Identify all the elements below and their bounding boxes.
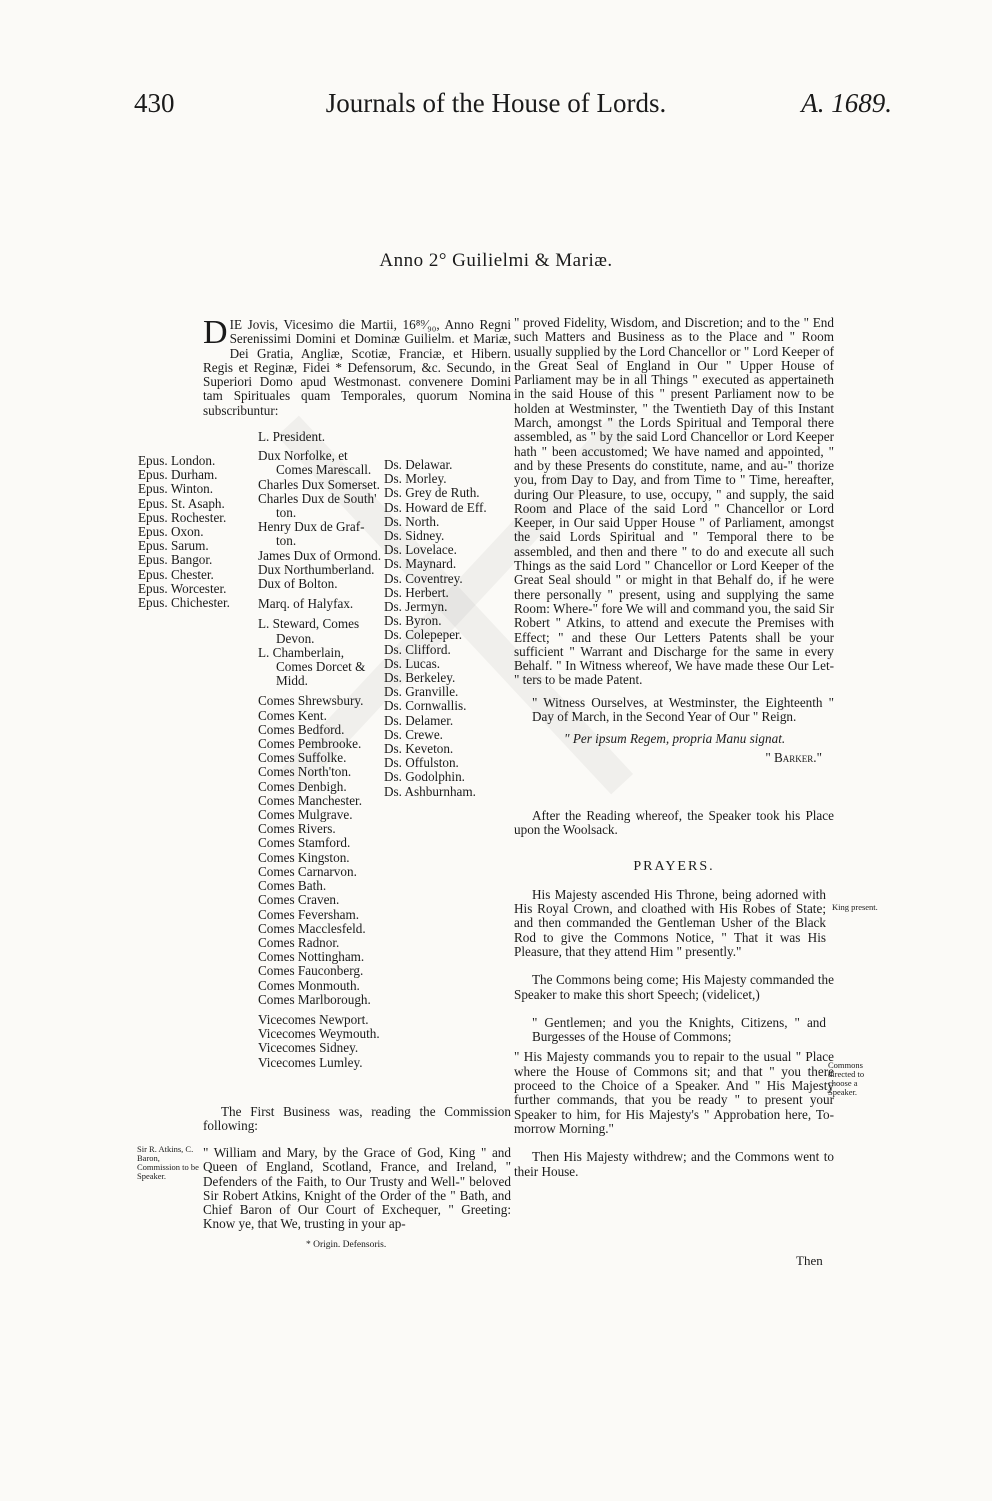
earl-entry: Comes Craven. [258, 892, 340, 908]
baron-entry: Ds. Byron. [384, 613, 442, 629]
earl-entry: Comes Marlborough. [258, 991, 371, 1007]
withdrew-paragraph: Then His Majesty withdrew; and the Commons went to their House. [514, 1149, 834, 1179]
margin-note-atkins: Sir R. Atkins, C. Baron, Commission to be Speaker. [137, 1144, 199, 1181]
baron-entry: Ds. Cornwallis. [384, 698, 467, 714]
lord-entry: Charles Dux de South' [258, 490, 377, 506]
lord-entry: Midd. [276, 673, 308, 689]
earl-entry: Comes Kingston. [258, 849, 350, 865]
barker-signature: " Barker." [765, 749, 822, 765]
bishop-entry: Epus. Winton. [138, 481, 214, 497]
bishop-entry: Epus. Worcester. [138, 580, 227, 596]
baron-entry: Ds. Colepeper. [384, 627, 463, 643]
earl-entry: Comes Kent. [258, 707, 327, 723]
baron-entry: Ds. Godolphin. [384, 769, 465, 785]
barons-list [384, 458, 487, 799]
bishop-entry: Epus. Oxon. [138, 524, 204, 540]
lord-entry: Dux Northumberland. [258, 561, 375, 577]
page-number: 430 [134, 88, 175, 118]
bishop-entry: Epus. Durham. [138, 467, 218, 483]
lord-entry: ton. [276, 533, 297, 549]
lord-entry: Dux Norfolke, et [258, 448, 348, 464]
earl-entry: Comes Rivers. [258, 821, 336, 837]
baron-entry: Ds. Offulston. [384, 755, 459, 771]
baron-entry: Ds. Lucas. [384, 655, 441, 671]
baron-entry: Ds. Delamer. [384, 712, 454, 728]
earl-entry: Comes Macclesfeld. [258, 920, 366, 936]
lord-entry: James Dux of Ormond. [258, 547, 382, 563]
journal-year: A. 1689. [801, 88, 892, 118]
witness-clause: " Witness Ourselves, at Westminster, the Eighteenth " Day of March, in the Second Year of Our " Reign. [532, 694, 834, 725]
commission-start [203, 1146, 511, 1232]
commission-start-text: " William and Mary, by the Grace of God, King " and Queen of England, Scotland, France, and Ireland, " Defenders of the Faith, to Our Trusty and Well-" beloved Sir Robert Atkins, Knight of the Order of the " Bath, and Chief Baron of Our Court of Exchequer, " Greeting: Know ye, that We, trusting in your ap- [203, 1145, 511, 1232]
bishops-list [138, 454, 230, 610]
baron-entry: Ds. Morley. [384, 471, 447, 487]
lord-entry: L. Steward, Comes [258, 616, 360, 632]
first-business [203, 1105, 511, 1134]
earl-entry: Comes Monmouth. [258, 977, 360, 993]
lord-entry: Dux of Bolton. [258, 576, 338, 592]
earl-entry: Comes Pembrooke. [258, 736, 362, 752]
lord-entry: Comes Dorcet & [276, 659, 366, 675]
baron-entry: Ds. Keveton. [384, 741, 454, 757]
viscount-entry: Vicecomes Sidney. [258, 1040, 359, 1056]
bishop-entry: Epus. Sarum. [138, 538, 209, 554]
gentlemen-address: " Gentlemen; and you the Knights, Citizens, " and Burgesses of the House of Commons; [532, 1014, 826, 1045]
lord-entry: Comes Marescall. [276, 462, 372, 478]
earl-entry: Comes Denbigh. [258, 778, 347, 794]
earl-entry: Comes Bedford. [258, 721, 345, 737]
baron-entry: Ds. Coventrey. [384, 570, 463, 586]
baron-entry: Ds. Sidney. [384, 528, 445, 544]
per-ipsum: " Per ipsum Regem, propria Manu signat. [564, 731, 786, 747]
viscount-entry: Vicecomes Weymouth. [258, 1026, 380, 1042]
bishop-entry: Epus. Chichester. [138, 595, 230, 611]
first-business-text: The First Business was, reading the Commission following: [203, 1104, 511, 1134]
baron-entry: Ds. Granville. [384, 684, 459, 700]
baron-entry: Ds. Jermyn. [384, 599, 448, 615]
baron-entry: Ds. North. [384, 513, 440, 529]
viscount-entry: Vicecomes Lumley. [258, 1054, 363, 1070]
speech-text: " His Majesty commands you to repair to the usual " Place where the House of Commons sit; and that " you there proceed to the Choice of a Speaker. And " His Majesty further commands, that you be ready " to present your Speaker to him, for His Majesty's " Approbation here, To-morrow Morning." [514, 1049, 834, 1136]
earl-entry: Comes North'ton. [258, 764, 352, 780]
earl-entry: Comes Mulgrave. [258, 807, 353, 823]
baron-entry: Ds. Berkeley. [384, 670, 456, 686]
earl-entry: Comes Manchester. [258, 792, 363, 808]
lords-temporal-list [258, 430, 388, 1070]
baron-entry: Ds. Lovelace. [384, 542, 457, 558]
intro-text: IE Jovis, Vicesimo die Martii, 16⁸⁹⁄₉₀, Anno Regni Serenissimi Domini et Dominæ Guilielm. et Mariæ, Dei Gratia, Angliæ, Scotiæ, Franciæ, et Hibern. Regis et Reginæ, Fidei * Defensorum, &c. Secundo, in Superiori Domo apud Westmonast. convenere Domini tam Spirituales quam Temporales, quorum Nomina subscribuntur: [203, 317, 511, 418]
intro-paragraph [203, 314, 511, 418]
baron-entry: Ds. Maynard. [384, 556, 457, 572]
after-reading: After the Reading whereof, the Speaker took his Place upon the Woolsack. [514, 807, 834, 838]
bishop-entry: Epus. Rochester. [138, 509, 227, 525]
baron-entry: Ds. Clifford. [384, 641, 451, 657]
baron-entry: Ds. Ashburnham. [384, 783, 476, 799]
viscount-entry: Vicecomes Newport. [258, 1011, 369, 1027]
anno-heading: Anno 2° Guilielmi & Mariæ. [379, 250, 613, 271]
prayers-heading: PRAYERS. [633, 858, 715, 874]
earl-entry: Comes Feversham. [258, 906, 360, 922]
lord-president: L. President. [258, 429, 326, 444]
earl-entry: Comes Carnarvon. [258, 863, 357, 879]
baron-entry: Ds. Herbert. [384, 584, 449, 600]
margin-note-commons: Commons directed to choose a Speaker. [828, 1060, 865, 1097]
lord-entry: Devon. [276, 630, 315, 646]
lord-entry: Henry Dux de Graf- [258, 519, 365, 535]
running-head [0, 88, 992, 128]
baron-entry: Ds. Howard de Eff. [384, 499, 487, 515]
earl-entry: Comes Suffolke. [258, 750, 347, 766]
bishop-entry: Epus. Chester. [138, 566, 214, 582]
lord-entry: Charles Dux Somerset. [258, 476, 380, 492]
bishop-entry: Epus. St. Asaph. [138, 495, 225, 511]
lord-entry: ton. [276, 505, 297, 521]
lord-entry: L. Chamberlain, [258, 644, 345, 660]
earl-entry: Comes Shrewsbury. [258, 693, 364, 709]
earl-entry: Comes Nottingham. [258, 949, 365, 965]
commission-continued: " proved Fidelity, Wisdom, and Discretion; and to the " End such Matters and Business as to the Place and " Room usually supplied by the Lord Chancellor or " Lord Keeper of the Great Seal of England in Our " Upper House of Parliament may be in all Things " executed as appertaineth in the said House of this " present Parliament now to be holden at Westminster, " the Twentieth Day of this Instant March, amongst " the Lords Spiritual and Temporal there assembled, as " by the said Lord Chancellor or Lord Keeper hath " been accustomed; We have named and appointed, " and by these Presents do constitute, name, and au-" thorize you, from Day to Day, and from Time to " Time, hereafter, during Our Pleasure, to use, occupy, " and supply, the said Room and Place of the said Lord " Chancellor or Lord Keeper, in Our said Upper House " of Parliament, amongst the said Lords Spiritual and " Temporal there to be assembled, and then and there " to do and execute all such Things as the said Lord " Chancellor or Lord Keeper of the Great Seal should " or might in that Behalf do, if he were there personally " present, using and supplying the same Room: Where-" fore We will and command you, the said Sir Robert " Atkins, to attend and execute the Premises with Effect; " and these Our Letters Patents shall be your sufficient " Warrant and Discharge for the same in every Behalf. " In Witness whereof, We have made these Our Let-" ters to be made Patent. [514, 315, 834, 688]
right-column [514, 316, 834, 1179]
catchword: Then [796, 1253, 823, 1268]
commons-paragraph: The Commons being come; His Majesty commanded the Speaker to make this short Speech; (videlicet,) [514, 972, 834, 1002]
earl-entry: Comes Stamford. [258, 835, 351, 851]
lord-entry: Marq. of Halyfax. [258, 596, 354, 612]
earl-entry: Comes Fauconberg. [258, 963, 364, 979]
baron-entry: Ds. Crewe. [384, 726, 443, 742]
earl-entry: Comes Radnor. [258, 934, 340, 950]
majesty-paragraph: His Majesty ascended His Throne, being adorned with His Royal Crown, and cloathed with His Robes of State; and then commanded the Gentleman Usher of the Black Rod to give the Commons Notice, " That it was His Pleasure, that they attend Him " presently." [514, 886, 826, 959]
drop-cap: D [203, 314, 228, 351]
bishop-entry: Epus. London. [138, 453, 216, 468]
earl-entry: Comes Bath. [258, 878, 327, 894]
baron-entry: Ds. Delawar. [384, 457, 453, 472]
journal-title: Journals of the House of Lords. [325, 88, 667, 118]
baron-entry: Ds. Grey de Ruth. [384, 485, 480, 501]
margin-note-king: King present. [832, 902, 878, 912]
bishop-entry: Epus. Bangor. [138, 552, 213, 568]
footnote: * Origin. Defensoris. [306, 1240, 387, 1250]
